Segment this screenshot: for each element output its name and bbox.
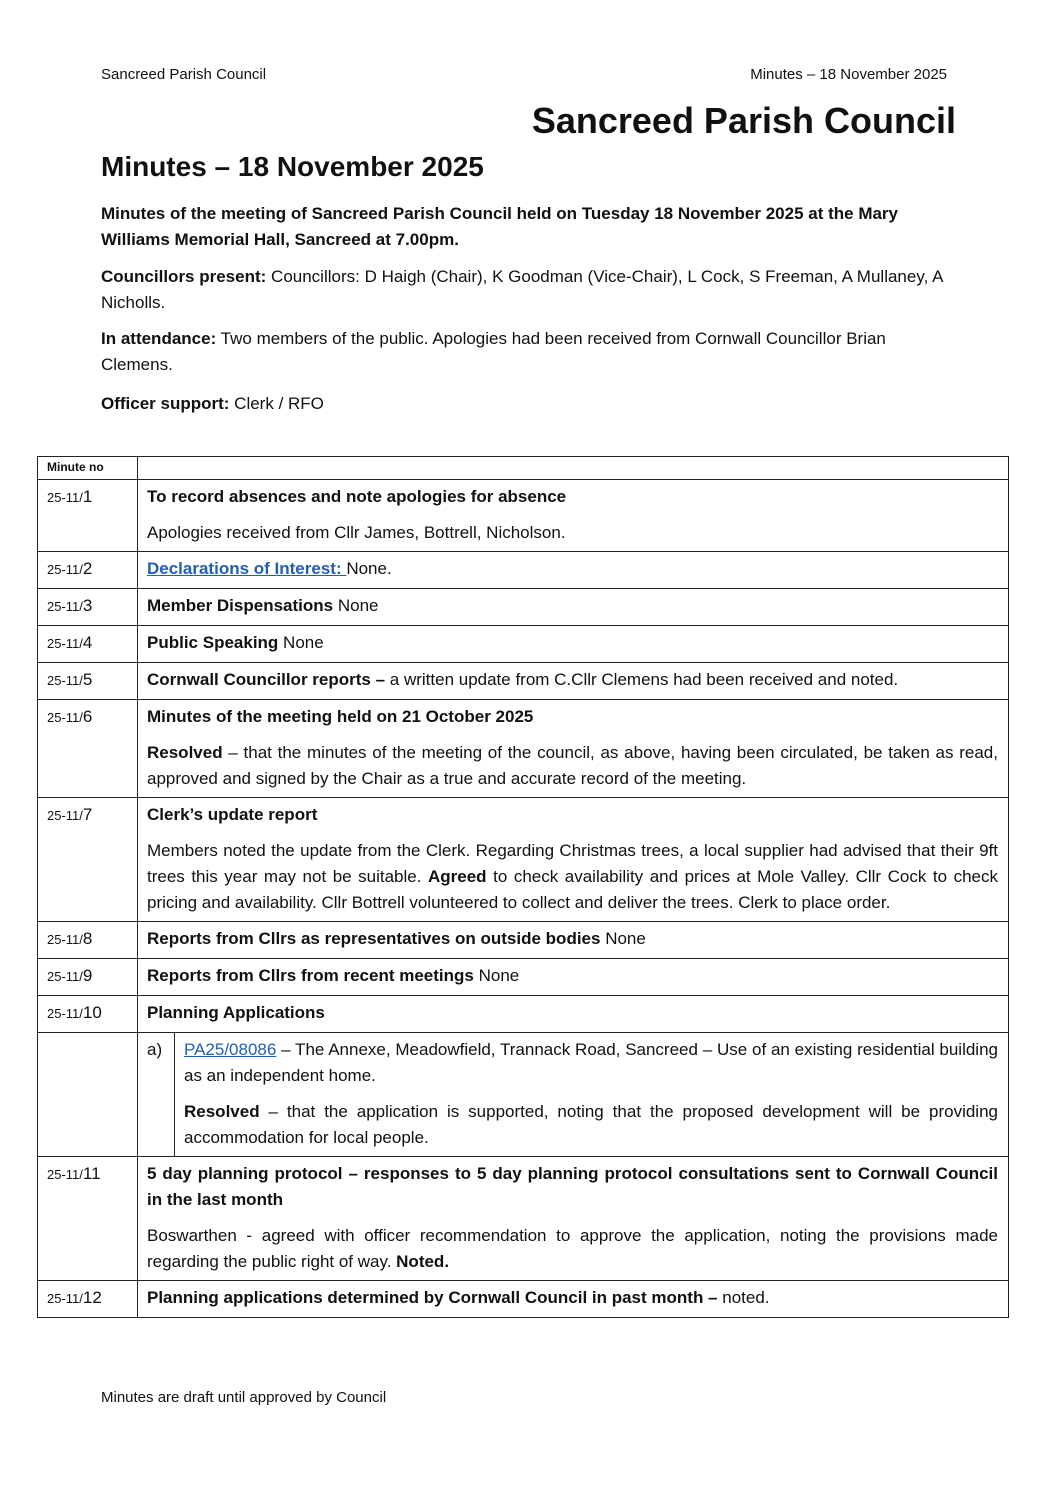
minute-suffix: 3: [82, 596, 93, 615]
minute-suffix: 1: [82, 487, 93, 506]
item-title: Planning Applications: [147, 1003, 325, 1022]
minute-prefix: 25-11/: [47, 1006, 83, 1021]
table-row: [38, 798, 1009, 922]
officer-support-text: Clerk / RFO: [229, 394, 324, 413]
page-footer: Minutes are draft until approved by Council: [101, 1389, 387, 1406]
councillors-present-label: Councillors present:: [101, 267, 267, 286]
minute-prefix: 25-11/: [47, 636, 83, 651]
item-text: Boswarthen - agreed with officer recommendation to approve the application, noting the provisions made regarding the public right of way.: [147, 1226, 998, 1271]
officer-support-label: Officer support:: [101, 394, 230, 413]
in-attendance-text: Two members of the public. Apologies had been received from Cornwall Councillor Brian Clemens.: [101, 329, 886, 374]
table-row: [38, 480, 1009, 552]
minute-content: [138, 589, 1009, 626]
minute-suffix: 2: [82, 559, 93, 578]
minute-number: [38, 589, 138, 626]
planning-application-link[interactable]: PA25/08086: [184, 1040, 277, 1059]
table-row: [38, 1157, 1009, 1281]
agreed-label: Agreed: [428, 867, 487, 886]
meeting-intro: Minutes of the meeting of Sancreed Parish Council held on Tuesday 18 November 2025 at the Mary Williams Memorial Hall, Sancreed at 7.00pm.: [101, 204, 898, 249]
minute-prefix: 25-11/: [47, 490, 83, 505]
planning-application-cell: [138, 1033, 1009, 1157]
minute-content: [138, 1281, 1009, 1318]
minute-suffix: 8: [82, 929, 93, 948]
minute-suffix: 7: [82, 805, 93, 824]
item-text: to check availability and prices at Mole Valley. Cllr Cock to check pricing and availability. Cllr Bottrell volunteered to collect and deliver the trees. Clerk to place order.: [147, 867, 998, 912]
minute-suffix: 4: [82, 633, 93, 652]
minute-content: [138, 626, 1009, 663]
minute-no-header: Minute no: [38, 457, 138, 480]
item-title: Reports from Cllrs as representatives on outside bodies: [147, 929, 601, 948]
minute-content: [138, 663, 1009, 700]
council-title: Sancreed Parish Council: [531, 100, 956, 141]
item-title: Cornwall Councillor reports –: [147, 670, 386, 689]
resolved-label: Resolved: [184, 1102, 260, 1121]
table-row: [38, 626, 1009, 663]
sub-item-label: a): [147, 1033, 175, 1156]
minute-content: [138, 798, 1009, 922]
minute-number: [38, 959, 138, 996]
table-row: [38, 922, 1009, 959]
declarations-of-interest-link[interactable]: Declarations of Interest:: [147, 559, 347, 578]
running-header-right: Minutes – 18 November 2025: [750, 66, 947, 83]
table-row: [38, 1033, 1009, 1157]
minute-prefix: 25-11/: [47, 1167, 83, 1182]
minute-number: [38, 700, 138, 798]
minute-suffix: 5: [82, 670, 93, 689]
minutes-title: Minutes – 18 November 2025: [101, 151, 484, 182]
minute-suffix: 11: [82, 1164, 101, 1183]
item-text: None: [473, 966, 520, 985]
item-text: – that the minutes of the meeting of the council, as above, having been circulated, be taken as read, approved and signed by the Chair as a true and accurate record of the meeting.: [147, 743, 998, 788]
item-text: None: [278, 633, 324, 652]
item-title: Member Dispensations: [147, 596, 334, 615]
in-attendance-label: In attendance:: [101, 329, 217, 348]
minute-number: [38, 480, 138, 552]
minute-prefix: 25-11/: [47, 1291, 83, 1306]
table-row: [38, 996, 1009, 1033]
officer-support: [101, 391, 961, 417]
minute-number: [38, 663, 138, 700]
item-title: Public Speaking: [147, 633, 279, 652]
minutes-table: [37, 456, 1009, 1318]
minute-prefix: 25-11/: [47, 673, 83, 688]
minute-suffix: 12: [82, 1288, 102, 1307]
table-row: [38, 959, 1009, 996]
item-text: – that the application is supported, noting that the proposed development will be providing accommodation for local people.: [184, 1102, 998, 1147]
item-text: None: [333, 596, 379, 615]
minute-number: [38, 1281, 138, 1318]
minute-content: [138, 700, 1009, 798]
minute-prefix: 25-11/: [47, 969, 83, 984]
minute-content: [138, 552, 1009, 589]
item-title: Clerk’s update report: [147, 805, 318, 824]
planning-application-content: [175, 1033, 999, 1156]
table-row: [38, 1281, 1009, 1318]
table-row: [38, 552, 1009, 589]
item-title: To record absences and note apologies for absence: [147, 487, 567, 506]
planning-application-table: [147, 1033, 998, 1156]
item-text: Apologies received from Cllr James, Bottrell, Nicholson.: [147, 523, 566, 542]
item-title: Reports from Cllrs from recent meetings: [147, 966, 474, 985]
item-text: Members noted the update from the Clerk. Regarding Christmas trees, a local supplier had advised that their 9ft trees this year may not be suitable.: [147, 841, 998, 886]
table-row: [38, 663, 1009, 700]
minute-suffix: 6: [82, 707, 93, 726]
minute-number: [38, 552, 138, 589]
minute-number: [38, 1157, 138, 1281]
minute-prefix: 25-11/: [47, 710, 83, 725]
table-row: [38, 589, 1009, 626]
table-row: [38, 700, 1009, 798]
minute-content: [138, 959, 1009, 996]
item-text: None: [600, 929, 646, 948]
minute-number-blank: [38, 1033, 138, 1157]
minute-prefix: 25-11/: [47, 599, 83, 614]
minute-content: [138, 922, 1009, 959]
item-title: 5 day planning protocol – responses to 5 day planning protocol consultations sent to Cornwall Council in the last month: [147, 1164, 998, 1209]
minute-content: [138, 480, 1009, 552]
minute-content: [138, 996, 1009, 1033]
minute-prefix: 25-11/: [47, 562, 83, 577]
minute-number: [38, 626, 138, 663]
header-blank-cell: [138, 457, 1009, 480]
item-text: – The Annexe, Meadowfield, Trannack Road, Sancreed – Use of an existing residential building as an independent home.: [184, 1040, 998, 1085]
noted-label: Noted.: [396, 1252, 450, 1271]
minute-prefix: 25-11/: [47, 808, 83, 823]
item-title: Planning applications determined by Cornwall Council in past month –: [147, 1288, 718, 1307]
councillors-present: [101, 264, 961, 316]
running-header-left: Sancreed Parish Council: [101, 66, 267, 83]
minute-number: [38, 798, 138, 922]
minute-content: [138, 1157, 1009, 1281]
item-title: Minutes of the meeting held on 21 October 2025: [147, 707, 534, 726]
councillors-present-text: Councillors: D Haigh (Chair), K Goodman (Vice-Chair), L Cock, S Freeman, A Mullaney, A Nicholls.: [101, 267, 943, 312]
minute-number: [38, 922, 138, 959]
item-text: None.: [346, 559, 392, 578]
item-text: noted.: [717, 1288, 770, 1307]
item-text: a written update from C.Cllr Clemens had been received and noted.: [385, 670, 899, 689]
minute-suffix: 9: [82, 966, 93, 985]
minute-number: [38, 996, 138, 1033]
planning-application-row: [147, 1033, 998, 1156]
minute-prefix: 25-11/: [47, 932, 83, 947]
minute-suffix: 10: [82, 1003, 102, 1022]
resolved-label: Resolved: [147, 743, 223, 762]
in-attendance: [101, 326, 961, 378]
table-header-row: [38, 457, 1009, 480]
